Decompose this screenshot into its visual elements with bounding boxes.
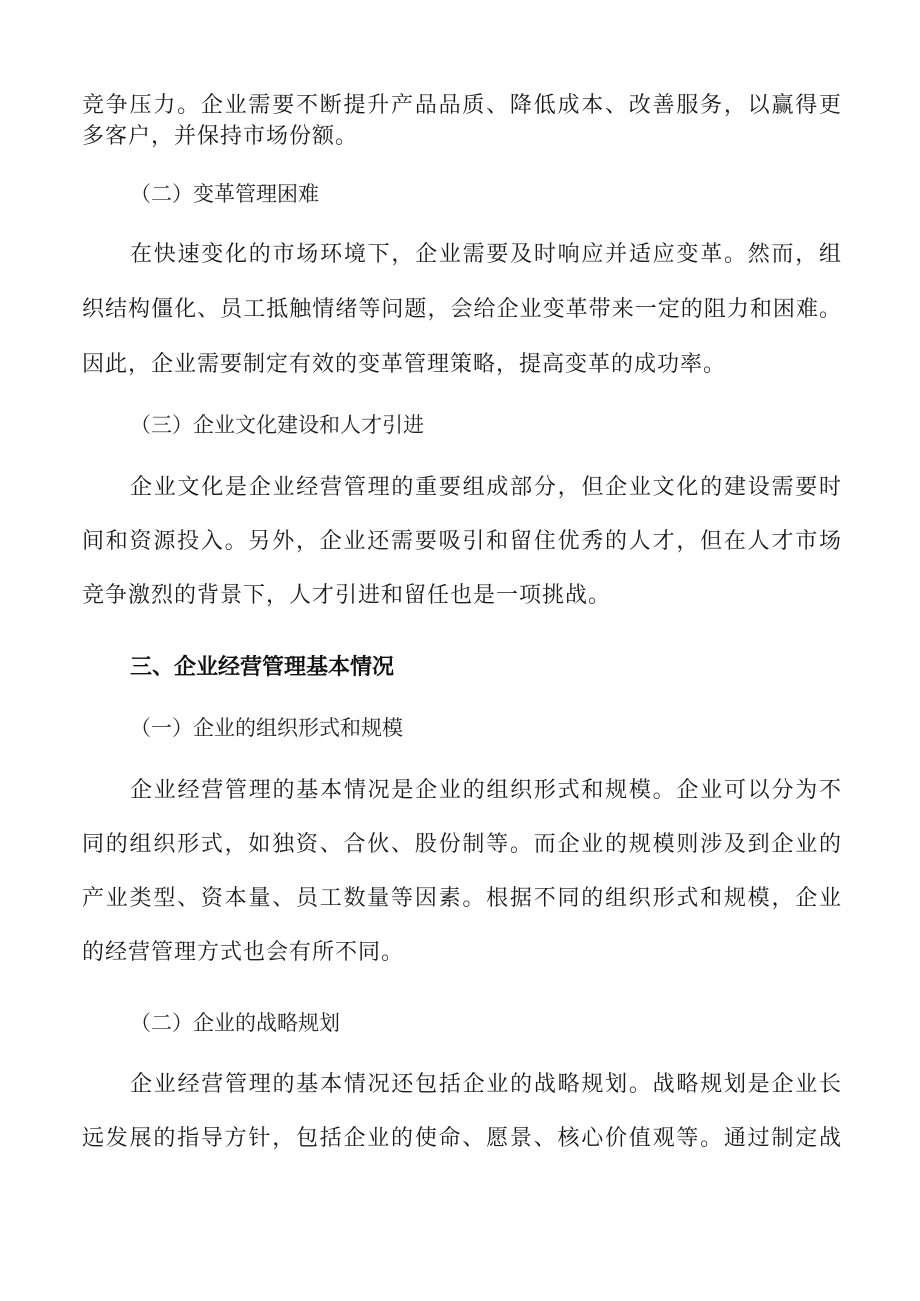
paragraph-line: 的经营管理方式也会有所不同。: [82, 940, 405, 965]
paragraph-line: 在快速变化的市场环境下，企业需要及时响应并适应变革。然而，组: [130, 242, 842, 267]
section-heading: 三、企业经营管理基本情况: [130, 655, 395, 680]
paragraph-line: 产业类型、资本量、员工数量等因素。根据不同的组织形式和规模，企业: [82, 886, 842, 911]
paragraph-line: 间和资源投入。另外，企业还需要吸引和留住优秀的人才，但在人才市场: [82, 529, 842, 554]
paragraph-line: 同的组织形式，如独资、合伙、股份制等。而企业的规模则涉及到企业的: [82, 832, 842, 857]
paragraph-line: 因此，企业需要制定有效的变革管理策略，提高变革的成功率。: [82, 352, 727, 377]
paragraph-line: 多客户，并保持市场份额。: [82, 124, 359, 149]
paragraph-line: 远发展的指导方针，包括企业的使命、愿景、核心价值观等。通过制定战: [82, 1126, 842, 1151]
paragraph-line: 企业经营管理的基本情况是企业的组织形式和规模。企业可以分为不: [130, 778, 842, 803]
subheading-strategy: （二）企业的战略规划: [130, 1011, 340, 1035]
subheading-org-form: （一）企业的组织形式和规模: [130, 716, 403, 740]
subheading-change-management: （二）变革管理困难: [130, 182, 319, 206]
paragraph-line: 企业经营管理的基本情况还包括企业的战略规划。战略规划是企业长: [130, 1072, 842, 1097]
paragraph-line: 竞争激烈的背景下，人才引进和留任也是一项挑战。: [82, 583, 612, 608]
paragraph-line: 企业文化是企业经营管理的重要组成部分，但企业文化的建设需要时: [130, 475, 842, 500]
paragraph-line: 竞争压力。企业需要不断提升产品品质、降低成本、改善服务，以赢得更: [82, 93, 842, 118]
paragraph-line: 织结构僵化、员工抵触情绪等问题，会给企业变革带来一定的阻力和困难。: [82, 297, 842, 322]
subheading-culture-talent: （三）企业文化建设和人才引进: [130, 413, 424, 437]
